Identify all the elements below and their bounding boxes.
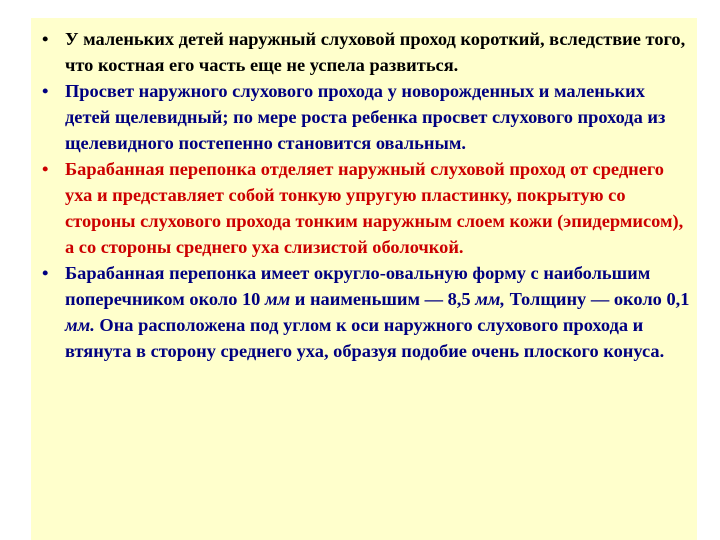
bullet-dot-icon: • [42,159,49,179]
bullet-text-2: Просвет наружного слухового прохода у новорожденных и маленьких детей щелевидный; по мере роста ребенка просвет слухового прохода из щелевидного постепенно становится овальным. [65,81,666,153]
bullet-dot-icon: • [42,81,49,101]
bullet-text-3: Барабанная перепонка отделяет наружный слуховой проход от среднего уха и представляет собой тонкую упругую пластинку, покрытую со стороны слухового прохода тонким наружным слоем кожи (эпидермисом), а со стороны среднего уха слизистой оболочкой. [65,159,684,257]
text-segment: Барабанная перепонка имеет округло-овальную форму с наибольшим поперечником около [65,263,651,309]
slide [31,18,697,540]
bullet-dot-icon: • [42,263,49,283]
number-value: 10 [241,289,261,309]
bullet-dot-icon: • [42,29,49,49]
unit-label: мм. [65,315,95,335]
number-value: 0,1 [666,289,690,309]
bullet-item-1 [41,26,691,78]
bullet-text-4 [65,263,689,361]
bullet-item-3 [41,156,691,260]
bullet-item-2 [41,78,691,156]
text-segment: Она расположена под углом к оси наружного слухового прохода и втянута в сторону среднего уха, образуя подобие очень плоского конуса. [65,315,665,361]
unit-label: мм [260,289,291,309]
text-segment: и наименьшим — [290,289,448,309]
bullet-item-4 [41,260,691,364]
text-segment: Толщину — около [505,289,667,309]
bullet-text-1: У маленьких детей наружный слуховой проход короткий, вследствие того, что костная его часть еще не успела развиться. [65,29,686,75]
unit-label: мм, [470,289,506,309]
bullet-list [41,26,691,364]
number-value: 8,5 [447,289,471,309]
